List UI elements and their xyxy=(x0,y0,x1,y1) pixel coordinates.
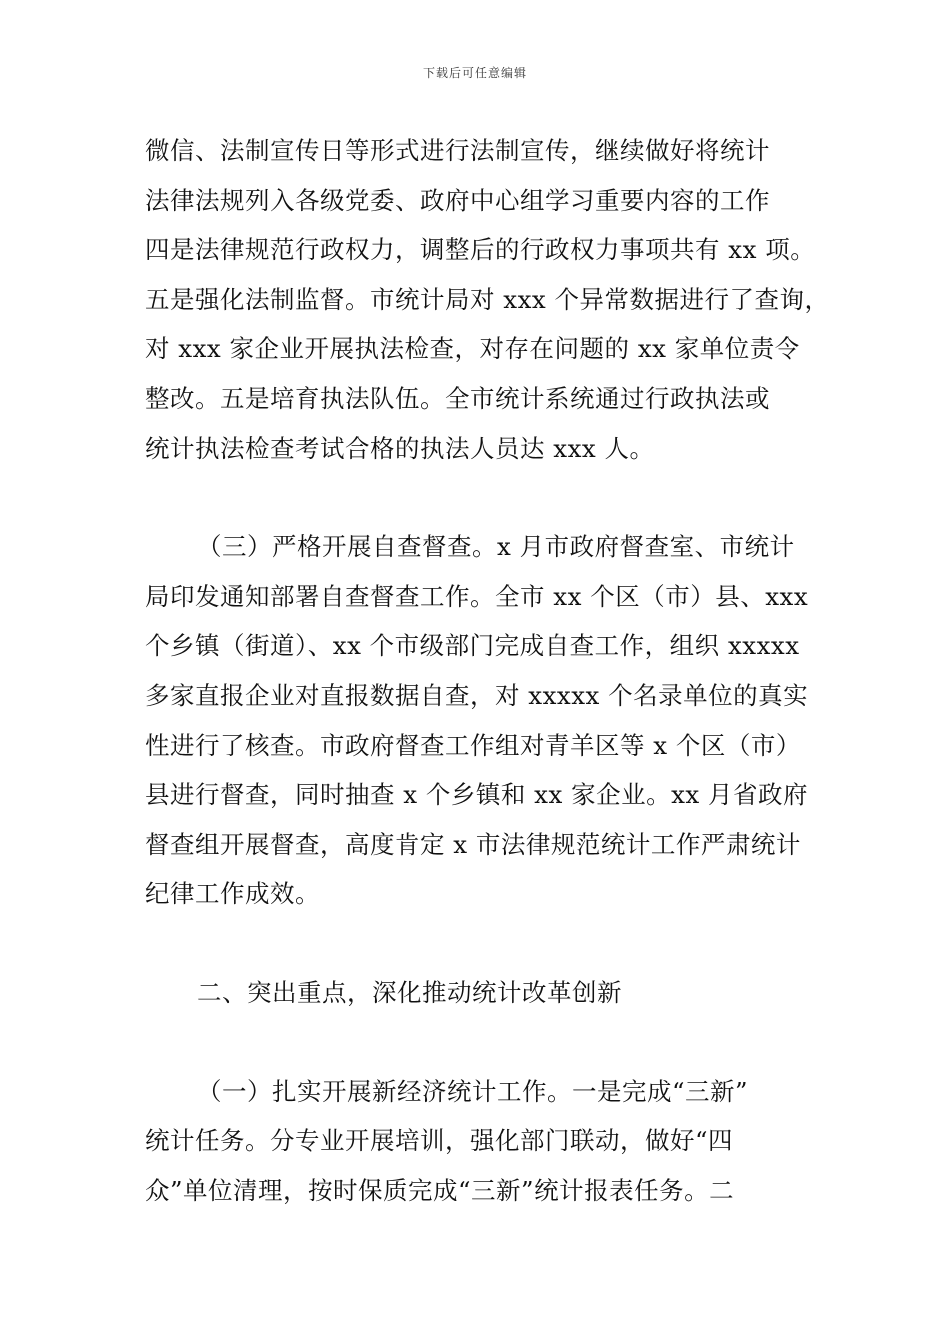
text-line: 局印发通知部署自查督查工作。全市 xx 个区（市）县、xxx xyxy=(145,581,809,611)
text-line: 法律法规列入各级党委、政府中心组学习重要内容的工作 xyxy=(145,185,770,215)
text-line: 纪律工作成效。 xyxy=(145,879,320,909)
paragraph-self-inspection xyxy=(145,522,815,919)
page-header: 下载后可任意编辑 xyxy=(422,66,527,80)
text-line: 众”单位清理，按时保质完成“三新”统计报表任务。二 xyxy=(145,1175,735,1205)
text-line: （三）严格开展自查督查。x 月市政府督查室、市统计 xyxy=(197,532,795,562)
text-line: 整改。五是培育执法队伍。全市统计系统通过行政执法或 xyxy=(145,383,770,413)
text-line: 多家直报企业对直报数据自查，对 xxxxx 个名录单位的真实 xyxy=(145,680,809,710)
section-heading-text: 二、突出重点，深化推动统计改革创新 xyxy=(197,977,622,1007)
text-line: 统计任务。分专业开展培训，强化部门联动，做好“四 xyxy=(145,1126,734,1156)
text-line: 四是法律规范行政权力，调整后的行政权力事项共有 xx 项。 xyxy=(145,235,816,265)
paragraph-spacer xyxy=(145,919,815,968)
paragraph-new-economy xyxy=(145,1067,815,1216)
paragraph-spacer xyxy=(145,1018,815,1067)
paragraph-spacer xyxy=(145,473,815,522)
text-line: 县进行督查，同时抽查 x 个乡镇和 xx 家企业。xx 月省政府 xyxy=(145,780,809,810)
text-line: 微信、法制宣传日等形式进行法制宣传，继续做好将统计 xyxy=(145,136,770,165)
paragraph-legal-publicity xyxy=(145,126,830,473)
text-line: 对 xxx 家企业开展执法检查，对存在问题的 xx 家单位责令 xyxy=(145,334,800,364)
text-line: 性进行了核查。市政府督查工作组对青羊区等 x 个区（市） xyxy=(145,730,801,760)
document-body xyxy=(145,126,830,1215)
text-line: 督查组开展督查，高度肯定 x 市法律规范统计工作严肃统计 xyxy=(145,829,801,859)
text-line: 五是强化法制监督。市统计局对 xxx 个异常数据进行了查询， xyxy=(145,284,830,314)
text-line: 统计执法检查考试合格的执法人员达 xxx 人。 xyxy=(145,433,655,463)
text-line: （一）扎实开展新经济统计工作。一是完成“三新” xyxy=(197,1076,749,1106)
text-line: 个乡镇（街道）、xx 个市级部门完成自查工作，组织 xxxxx xyxy=(145,631,800,661)
section-heading xyxy=(145,968,815,1018)
